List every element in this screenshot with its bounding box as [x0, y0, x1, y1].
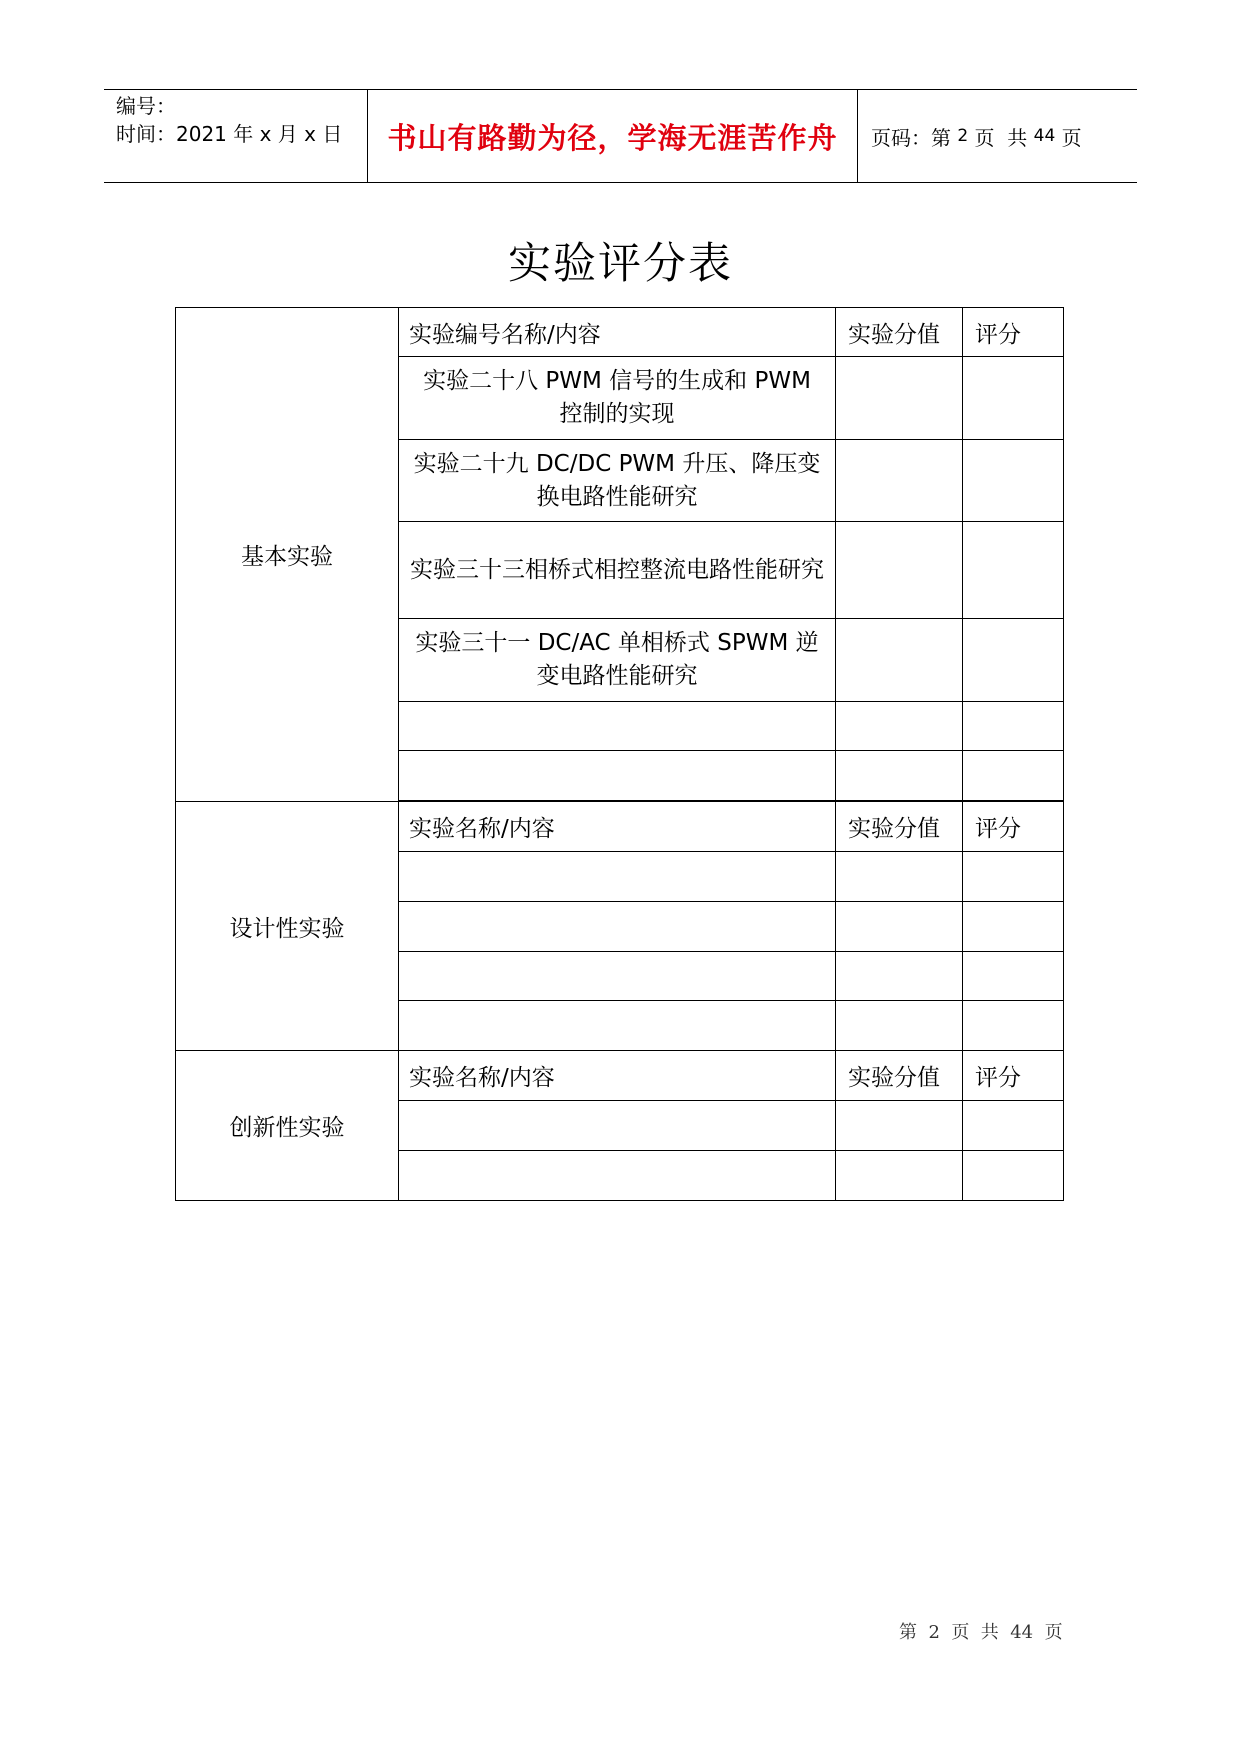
- score-cell[interactable]: [836, 522, 963, 619]
- mark-cell[interactable]: [963, 852, 1064, 902]
- score-cell[interactable]: [836, 751, 963, 801]
- experiment-name-cell[interactable]: [399, 1001, 836, 1051]
- col-header-mark: 评分: [963, 308, 1064, 357]
- score-cell[interactable]: [836, 1101, 963, 1151]
- mark-cell[interactable]: [963, 952, 1064, 1001]
- header-page-number: [858, 90, 1137, 182]
- page-mid: 页 共: [968, 125, 1034, 150]
- time-label: 时间：2021 年 x 月 x 日: [116, 122, 343, 146]
- col-header-name: 实验编号名称/内容: [399, 308, 836, 357]
- page-prefix: 页码：第: [871, 125, 958, 150]
- experiment-name-cell[interactable]: [399, 751, 836, 801]
- page-suffix: 页: [1055, 125, 1082, 150]
- experiment-name-cell[interactable]: [399, 852, 836, 902]
- experiment-name: 实验二十九 DC/DC PWM 升压、降压变换电路性能研究: [399, 440, 836, 522]
- table-row: [176, 1051, 1064, 1101]
- experiment-name: 实验二十八 PWM 信号的生成和 PWM 控制的实现: [399, 357, 836, 440]
- col-header-score: 实验分值: [836, 802, 963, 852]
- score-cell[interactable]: [836, 1151, 963, 1201]
- score-cell[interactable]: [836, 852, 963, 902]
- score-cell[interactable]: [836, 952, 963, 1001]
- experiment-name-cell[interactable]: [399, 702, 836, 751]
- experiment-name-cell[interactable]: [399, 952, 836, 1001]
- header-motto: 书山有路勤为径，学海无涯苦作舟: [368, 90, 858, 182]
- mark-cell[interactable]: [963, 1151, 1064, 1201]
- category-design: 设计性实验: [176, 802, 399, 1051]
- mark-cell[interactable]: [963, 440, 1064, 522]
- mark-cell[interactable]: [963, 522, 1064, 619]
- experiment-name-cell[interactable]: [399, 1151, 836, 1201]
- score-cell[interactable]: [836, 1001, 963, 1051]
- mark-cell[interactable]: [963, 702, 1064, 751]
- page-header: [104, 89, 1137, 183]
- category-innovative: 创新性实验: [176, 1051, 399, 1201]
- col-header-mark: 评分: [963, 802, 1064, 852]
- experiment-name-cell[interactable]: [399, 1101, 836, 1151]
- header-meta: [104, 90, 368, 182]
- score-cell[interactable]: [836, 702, 963, 751]
- experiment-name-cell[interactable]: [399, 902, 836, 952]
- score-cell[interactable]: [836, 357, 963, 440]
- col-header-score: 实验分值: [836, 1051, 963, 1101]
- score-cell[interactable]: [836, 440, 963, 522]
- col-header-score: 实验分值: [836, 308, 963, 357]
- table-row: [176, 308, 1064, 357]
- mark-cell[interactable]: [963, 357, 1064, 440]
- col-header-name: 实验名称/内容: [399, 802, 836, 852]
- category-basic: 基本实验: [176, 308, 399, 802]
- mark-cell[interactable]: [963, 1101, 1064, 1151]
- page-footer: 第 2 页 共 44 页: [899, 1622, 1063, 1643]
- mark-cell[interactable]: [963, 751, 1064, 801]
- mark-cell[interactable]: [963, 902, 1064, 952]
- col-header-mark: 评分: [963, 1051, 1064, 1101]
- mark-cell[interactable]: [963, 1001, 1064, 1051]
- page-num: 2: [957, 126, 969, 146]
- experiment-name: 实验三十三相桥式相控整流电路性能研究: [399, 522, 836, 619]
- number-label: 编号：: [116, 94, 176, 118]
- score-cell[interactable]: [836, 619, 963, 702]
- col-header-name: 实验名称/内容: [399, 1051, 836, 1101]
- experiment-name: 实验三十一 DC/AC 单相桥式 SPWM 逆变电路性能研究: [399, 619, 836, 702]
- page-total: 44: [1033, 126, 1056, 146]
- page-title: 实验评分表: [508, 239, 733, 289]
- mark-cell[interactable]: [963, 619, 1064, 702]
- grading-table: [175, 307, 1064, 1201]
- score-cell[interactable]: [836, 902, 963, 952]
- table-row: [176, 802, 1064, 852]
